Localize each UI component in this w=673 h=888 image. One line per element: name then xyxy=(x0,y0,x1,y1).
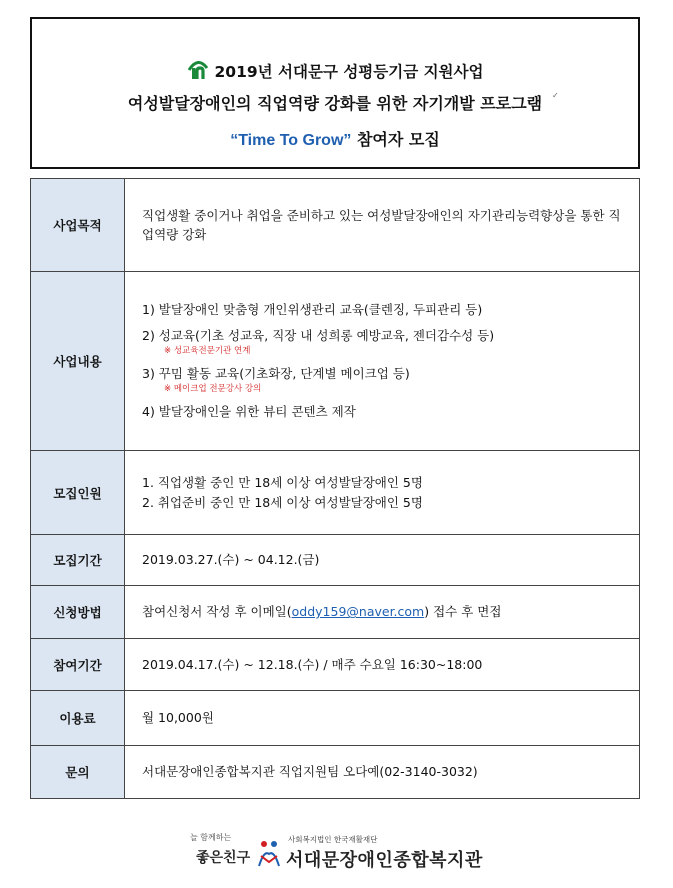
row-content xyxy=(125,586,640,639)
row-content: 직업생활 중이거나 취업을 준비하고 있는 여성발달장애인의 자기관리능력향상을 통한 직업역량 강화 xyxy=(125,179,640,272)
apply-post: ) 접수 후 면접 xyxy=(424,604,502,620)
header-box xyxy=(30,17,640,169)
list-item: 3) 꾸밈 활동 교육(기초화장, 단계별 메이크업 등) xyxy=(142,366,410,381)
row-label: 문의 xyxy=(31,746,125,799)
row-label: 사업내용 xyxy=(31,272,125,451)
list-item: 1) 발달장애인 맞춤형 개인위생관리 교육(클렌징, 두피관리 등) xyxy=(142,302,483,318)
row-label: 이용료 xyxy=(31,691,125,746)
district-logo-icon xyxy=(187,59,209,81)
list-item: 2. 취업준비 중인 만 18세 이상 여성발달장애인 5명 xyxy=(142,494,423,510)
row-label: 사업목적 xyxy=(31,179,125,272)
row-label: 참여기간 xyxy=(31,639,125,691)
slogan-big: 좋은친구 xyxy=(196,850,251,866)
corp-name: 서대문장애인종합복지관 xyxy=(286,850,483,871)
corp-subtitle: 사회복지법인 한국재활재단 xyxy=(288,835,378,844)
program-title: “Time To Grow” xyxy=(230,132,352,149)
row-content: 서대문장애인종합복지관 직업지원팀 오다예(02-3140-3032) xyxy=(125,746,640,799)
recruit-suffix: 참여자 모집 xyxy=(351,130,440,149)
welfare-center-logo-icon xyxy=(256,838,282,868)
table-row xyxy=(31,639,640,691)
header-line-1-text: 2019년 서대문구 성평등기금 지원사업 xyxy=(214,63,484,81)
table-row xyxy=(31,535,640,586)
row-content: 월 10,000원 xyxy=(125,691,640,746)
footer-logo xyxy=(190,832,520,878)
stray-mark: ✓ xyxy=(552,91,559,100)
row-label: 모집기간 xyxy=(31,535,125,586)
list-item: 1. 직업생활 중인 만 18세 이상 여성발달장애인 5명 xyxy=(142,475,423,491)
row-content xyxy=(125,451,640,535)
list-item: 2) 성교육(기초 성교육, 직장 내 성희롱 예방교육, 젠더감수성 등) xyxy=(142,327,495,343)
header-line-1 xyxy=(32,59,638,82)
row-label: 모집인원 xyxy=(31,451,125,535)
table-row xyxy=(31,451,640,535)
header-line-2: 여성발달장애인의 직업역량 강화를 위한 자기개발 프로그램 xyxy=(127,94,543,113)
table-row xyxy=(31,746,640,799)
table-row xyxy=(31,586,640,639)
item-note: ※ 메이크업 전문강사 강의 xyxy=(164,384,262,395)
list-item: 4) 발달장애인을 위한 뷰티 콘텐츠 제작 xyxy=(142,404,356,420)
item-note: ※ 성교육전문기관 연계 xyxy=(164,346,251,357)
table-row xyxy=(31,691,640,746)
row-content: 2019.03.27.(수) ~ 04.12.(금) xyxy=(125,535,640,586)
apply-pre: 참여신청서 작성 후 이메일( xyxy=(142,604,292,620)
slogan-small: 늘 함께하는 xyxy=(190,833,232,842)
row-content xyxy=(125,272,640,451)
header-line-3 xyxy=(32,127,638,150)
row-content: 2019.04.17.(수) ~ 12.18.(수) / 매주 수요일 16:30~18:00 xyxy=(125,639,640,691)
email-link[interactable]: oddy159@naver.com xyxy=(291,604,425,620)
table-row xyxy=(31,179,640,272)
row-label: 신청방법 xyxy=(31,586,125,639)
info-table xyxy=(30,178,640,799)
table-row xyxy=(31,272,640,451)
